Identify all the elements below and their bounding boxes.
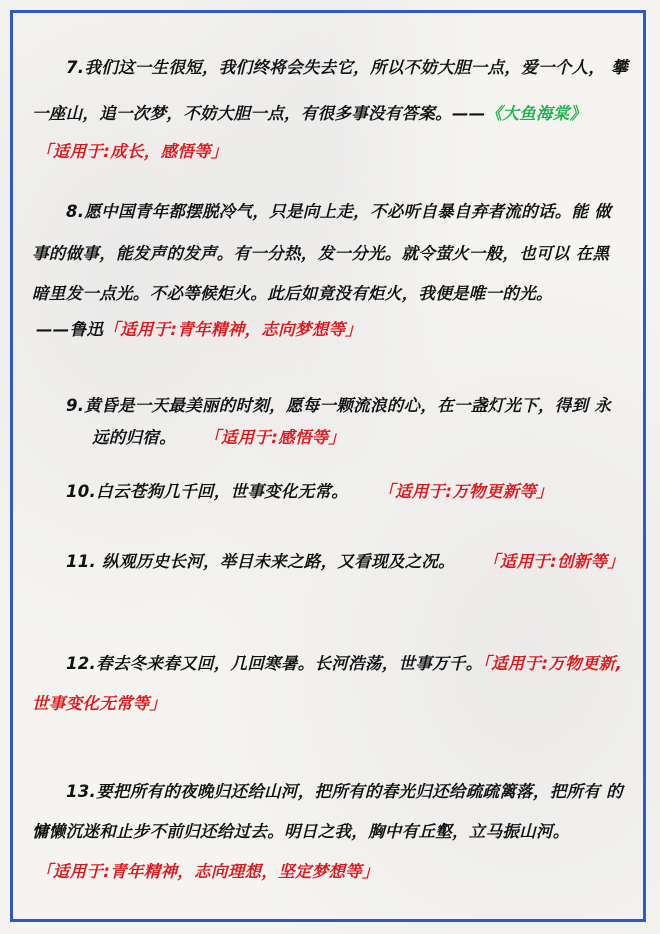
quote-8-line-3 <box>0 274 660 314</box>
quote-8-author-line <box>0 310 660 350</box>
quote-10-tag: 「适用于:万物更新等」 <box>378 482 554 501</box>
quote-7-tag: 「适用于:成长，感悟等」 <box>36 142 228 161</box>
quote-7-tag-line <box>0 132 660 172</box>
quote-11-text: 11. 纵观历史长河，举目未来之路，又看现及之况。 <box>66 552 455 571</box>
quote-8-text-2: 事的做事，能发声的发声。有一分热，发一分光。就令萤火一般，也可以 在黑 <box>32 244 610 263</box>
quote-7-text-1: 7.我们这一生很短，我们终将会失去它，所以不妨大胆一点，爱一个人， 攀 <box>66 58 628 77</box>
quote-12-tag-1: 「适用于:万物更新, <box>482 654 623 673</box>
quote-8-tag: 「适用于:青年精神，志向梦想等」 <box>103 320 363 339</box>
quote-7-text-2: 一座山，追一次梦，不妨大胆一点，有很多事没有答案。—— <box>32 104 486 123</box>
quote-7-line-2 <box>0 94 660 134</box>
quote-9-tag: 「适用于:感悟等」 <box>204 428 346 447</box>
quote-8-text-3: 暗里发一点光。不必等候炬火。此后如竟没有炬火，我便是唯一的光。 <box>32 284 553 303</box>
quote-13-line-2 <box>0 812 660 852</box>
quote-11-line <box>0 542 660 582</box>
quote-13-text-2: 慵懒沉迷和止步不前归还给过去。明日之我，胸中有丘壑，立马振山河。 <box>32 822 570 841</box>
quote-12-tag-2: 世事变化无常等」 <box>32 694 167 713</box>
quote-9-line-2 <box>0 418 660 458</box>
quote-7-source: 《大鱼海棠》 <box>485 104 587 123</box>
quote-12-text: 12.春去冬来春又回，几回寒暑。长河浩荡，世事万千。 <box>66 654 483 673</box>
quote-7-line-1 <box>0 48 660 88</box>
quote-10-line <box>0 472 660 512</box>
quote-10-text: 10.白云苍狗几千回，世事变化无常。 <box>66 482 349 501</box>
quote-8-line-1 <box>0 192 660 232</box>
quote-8-author: ——鲁迅 <box>36 320 104 339</box>
quote-9-text-1: 9.黄昏是一天最美丽的时刻，愿每一颗流浪的心，在一盏灯光下，得到 永 <box>66 396 612 415</box>
quote-12-line-1 <box>0 644 660 684</box>
quote-12-line-2 <box>0 684 660 724</box>
quote-9-text-2: 远的归宿。 <box>92 428 176 447</box>
quote-13-tag: 「适用于:青年精神，志向理想，坚定梦想等」 <box>36 862 379 881</box>
quote-13-line-1 <box>0 772 660 812</box>
quote-8-text-1: 8.愿中国青年都摆脱冷气，只是向上走，不必听自暴自弃者流的话。能 做 <box>66 202 612 221</box>
quote-13-tag-line <box>0 852 660 892</box>
quote-11-tag: 「适用于:创新等」 <box>482 552 625 571</box>
quote-13-text-1: 13.要把所有的夜晚归还给山河，把所有的春光归还给疏疏篱落，把所有 的 <box>66 782 623 801</box>
quote-8-line-2 <box>0 234 660 274</box>
